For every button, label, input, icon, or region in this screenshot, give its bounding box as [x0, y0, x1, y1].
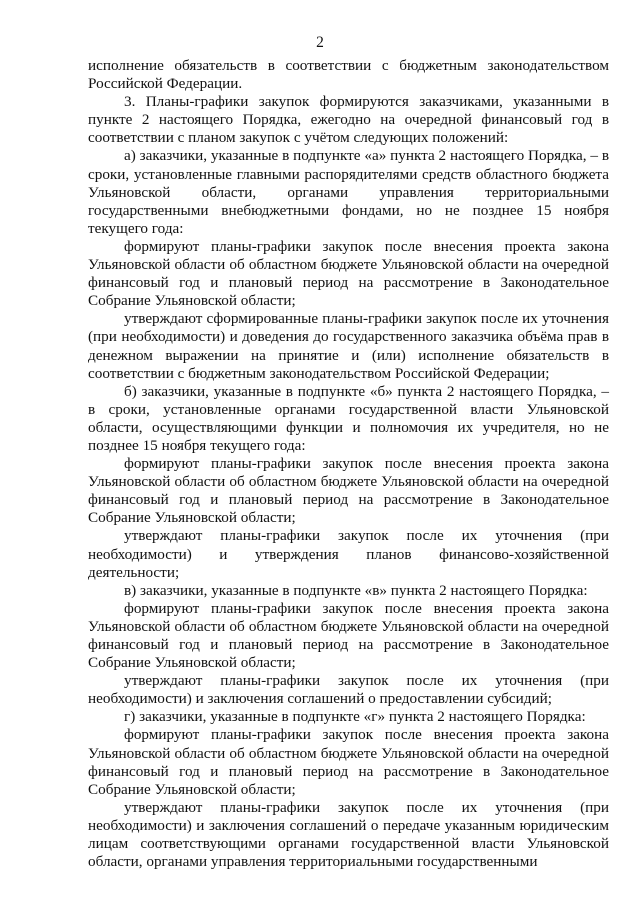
paragraph: утверждают планы-графики закупок после их уточнения (при необходимости) и утверждения планов финансово-хозяйственной деятельности; — [88, 527, 609, 581]
paragraph: а) заказчики, указанные в подпункте «а» пункта 2 настоящего Порядка, – в сроки, установленные главными распорядителями средств областного бюджета Ульяновской области, органами управления территориальными государственными внебюджетными фондами, но не позднее 15 ноября текущего года: — [88, 147, 609, 237]
paragraph: формируют планы-графики закупок после внесения проекта закона Ульяновской области об областном бюджете Ульяновской области на очередной финансовый год и плановый период на рассмотрение в Законодательное Собрание Ульяновской области; — [88, 599, 609, 672]
paragraph: в) заказчики, указанные в подпункте «в» пункта 2 настоящего Порядка: — [124, 581, 588, 599]
paragraph: утверждают планы-графики закупок после их уточнения (при необходимости) и заключения соглашений о передаче указанным юридическим лицам соответствующими органами государственной власти Ульяновской области, органами управления территориальными государственными — [88, 798, 609, 871]
document-body — [88, 57, 609, 871]
paragraph: формируют планы-графики закупок после внесения проекта закона Ульяновской области об областном бюджете Ульяновской области на очередной финансовый год и плановый период на рассмотрение в Законодательное Собрание Ульяновской области; — [88, 455, 609, 527]
paragraph: б) заказчики, указанные в подпункте «б» пункта 2 настоящего Порядка, – в сроки, установленные органами государственной власти Ульяновской области, осуществляющими функции и полномочия их учредителя, но не позднее 15 ноября текущего года: — [88, 382, 609, 454]
paragraph: формируют планы-графики закупок после внесения проекта закона Ульяновской области об областном бюджете Ульяновской области на очередной финансовый год и плановый период на рассмотрение в Законодательное Собрание Ульяновской области; — [88, 726, 609, 798]
paragraph: формируют планы-графики закупок после внесения проекта закона Ульяновской области об областном бюджете Ульяновской области на очередной финансовый год и плановый период на рассмотрение в Законодательное Собрание Ульяновской области; — [88, 237, 609, 310]
paragraph: г) заказчики, указанные в подпункте «г» пункта 2 настоящего Порядка: — [124, 708, 586, 726]
page-number: 2 — [316, 34, 324, 51]
paragraph: исполнение обязательств в соответствии с бюджетным законодательством Российской Федерации. — [88, 57, 609, 93]
paragraph: утверждают сформированные планы-графики закупок после их уточнения (при необходимости) и доведения до государственного заказчика объёма прав в денежном выражении на принятие и (или) исполнение обязательств в соответствии с бюджетным законодательством Российской Федерации; — [88, 310, 609, 382]
paragraph: утверждают планы-графики закупок после их уточнения (при необходимости) и заключения соглашений о предоставлении субсидий; — [88, 672, 609, 708]
paragraph: 3. Планы-графики закупок формируются заказчиками, указанными в пункте 2 настоящего Порядка, ежегодно на очередной финансовый год в соответствии с планом закупок с учётом следующих положений: — [88, 93, 609, 147]
